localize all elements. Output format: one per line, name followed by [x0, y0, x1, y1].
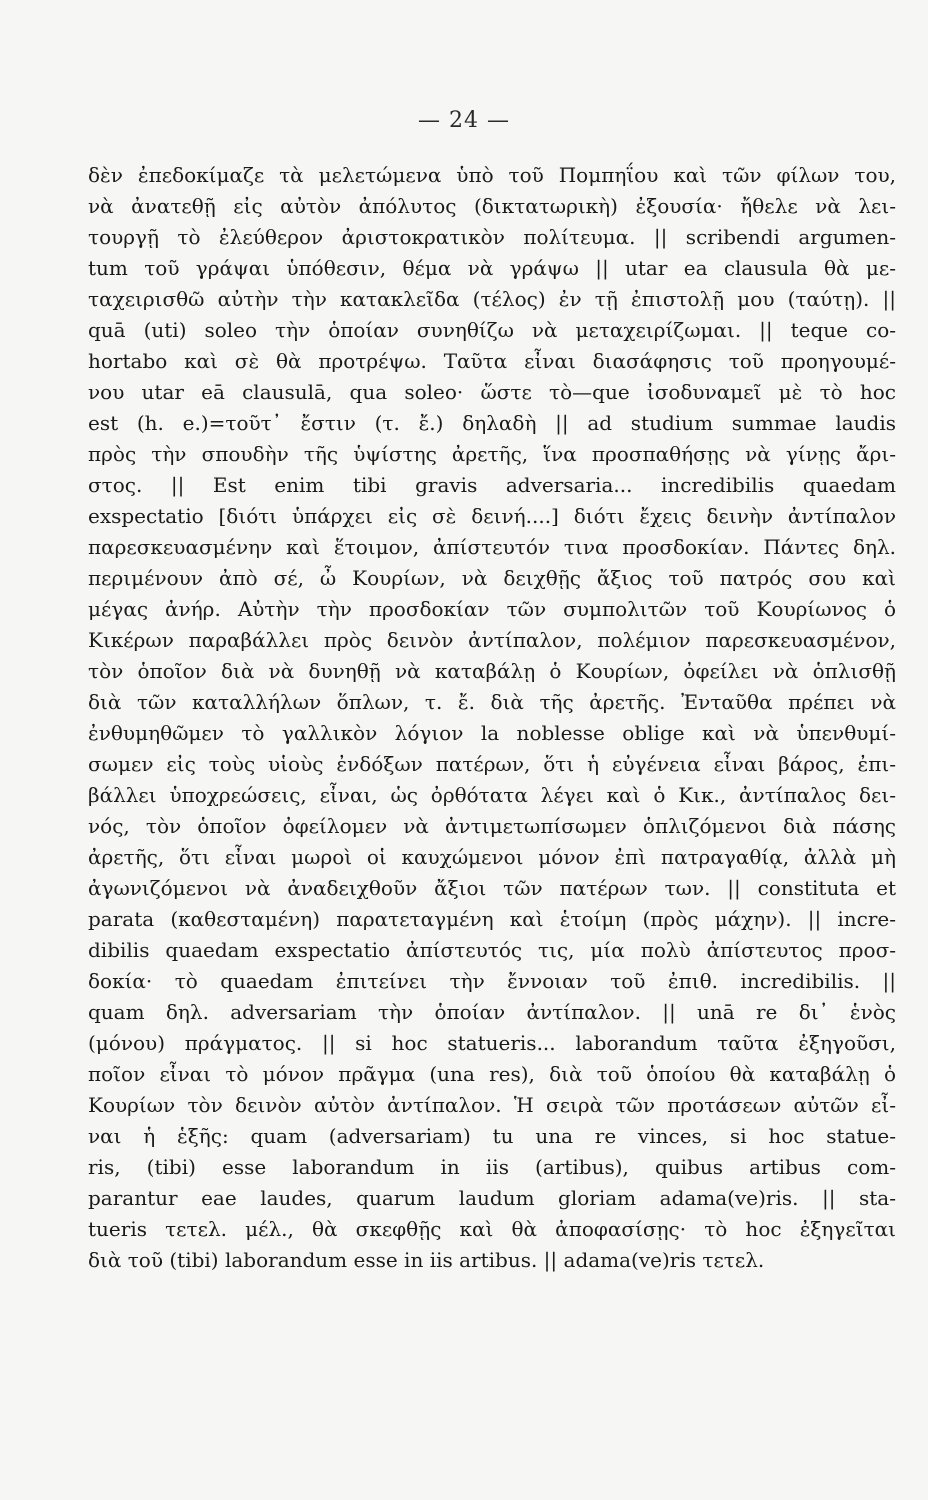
- text-line: δοκία· τὸ quaedam ἐπιτείνει τὴν ἔννοιαν τοῦ ἐπιθ. incredibilis. ||: [88, 969, 896, 993]
- text-line: ἀρετῆς, ὅτι εἶναι μωροὶ οἱ καυχώμενοι μόνον ἐπὶ πατραγαθίᾳ, ἀλλὰ μὴ: [88, 845, 896, 869]
- page-number: — 24 —: [418, 108, 510, 133]
- text-line: quā (uti) soleo τὴν ὁποίαν συνηθίζω νὰ μεταχειρίζωμαι. || teque co-: [88, 318, 896, 342]
- text-line: τὸν ὁποῖον διὰ νὰ δυνηθῇ νὰ καταβάλῃ ὁ Κουρίων, ὀφείλει νὰ ὁπλισθῇ: [88, 659, 896, 683]
- body-text: [88, 160, 896, 1276]
- text-line: quam δηλ. adversariam τὴν ὁποίαν ἀντίπαλον. || unā re δι᾽ ἑνὸς: [88, 1000, 896, 1024]
- text-line: dibilis quaedam exspectatio ἀπίστευτός τις, μία πολὺ ἀπίστευτος προσ-: [88, 938, 896, 962]
- text-line: νὰ ἀνατεθῇ εἰς αὐτὸν ἀπόλυτος (δικτατωρικὴ) ἐξουσία· ἤθελε νὰ λει-: [88, 194, 896, 218]
- text-line: hortabo καὶ σὲ θὰ προτρέψω. Ταῦτα εἶναι διασάφησις τοῦ προηγουμέ-: [88, 349, 896, 373]
- text-line: πρὸς τὴν σπουδὴν τῆς ὑψίστης ἀρετῆς, ἵνα προσπαθήσῃς νὰ γίνῃς ἄρι-: [88, 442, 896, 466]
- text-line: σωμεν εἰς τοὺς υἱοὺς ἐνδόξων πατέρων, ὅτι ἡ εὐγένεια εἶναι βάρος, ἐπι-: [88, 752, 896, 776]
- text-line: est (h. e.)=τοῦτ᾽ ἔστιν (τ. ἔ.) δηλαδὴ || ad studium summae laudis: [88, 411, 896, 435]
- text-line: τουργῇ τὸ ἐλεύθερον ἀριστοκρατικὸν πολίτευμα. || scribendi argumen-: [88, 225, 896, 249]
- text-line: ναι ἡ ἑξῆς: quam (adversariam) tu una re vinces, si hoc statue-: [88, 1124, 896, 1148]
- text-line: διὰ τοῦ (tibi) laborandum esse in iis artibus. || adama(ve)ris τετελ.: [88, 1248, 765, 1272]
- text-line: ἀγωνιζόμενοι νὰ ἀναδειχθοῦν ἄξιοι τῶν πατέρων των. || constituta et: [88, 876, 896, 900]
- text-line: μέγας ἀνήρ. Αὐτὴν τὴν προσδοκίαν τῶν συμπολιτῶν τοῦ Κουρίωνος ὁ: [88, 597, 896, 621]
- text-line: διὰ τῶν καταλλήλων ὅπλων, τ. ἔ. διὰ τῆς ἀρετῆς. Ἐνταῦθα πρέπει νὰ: [88, 690, 896, 714]
- text-line: ἐνθυμηθῶμεν τὸ γαλλικὸν λόγιον la noblesse oblige καὶ νὰ ὑπενθυμί-: [88, 721, 896, 745]
- text-line: βάλλει ὑποχρεώσεις, εἶναι, ὡς ὀρθότατα λέγει καὶ ὁ Κικ., ἀντίπαλος δει-: [88, 783, 896, 807]
- text-line: δὲν ἐπεδοκίμαζε τὰ μελετώμενα ὑπὸ τοῦ Πομπηΐου καὶ τῶν φίλων του,: [88, 163, 896, 187]
- text-line: παρεσκευασμένην καὶ ἕτοιμον, ἀπίστευτόν τινα προσδοκίαν. Πάντες δηλ.: [88, 535, 896, 559]
- text-line: στος. || Est enim tibi gravis adversaria... incredibilis quaedam: [88, 473, 896, 497]
- text-line: tueris τετελ. μέλ., θὰ σκεφθῇς καὶ θὰ ἀποφασίσῃς· τὸ hoc ἐξηγεῖται: [88, 1217, 896, 1241]
- text-line: ταχειρισθῶ αὐτὴν τὴν κατακλεῖδα (τέλος) ἐν τῇ ἐπιστολῇ μου (ταύτῃ). ||: [88, 287, 896, 311]
- text-line: tum τοῦ γράψαι ὑπόθεσιν, θέμα νὰ γράψω || utar ea clausula θὰ με-: [88, 256, 896, 280]
- text-line: ποῖον εἶναι τὸ μόνον πρᾶγμα (una res), διὰ τοῦ ὁποίου θὰ καταβάλῃ ὁ: [88, 1062, 896, 1086]
- text-line: Κουρίων τὸν δεινὸν αὐτὸν ἀντίπαλον. Ἡ σειρὰ τῶν προτάσεων αὐτῶν εἶ-: [88, 1093, 896, 1117]
- text-line: Κικέρων παραβάλλει πρὸς δεινὸν ἀντίπαλον, πολέμιον παρεσκευασμένον,: [88, 628, 896, 652]
- text-line: νός, τὸν ὁποῖον ὀφείλομεν νὰ ἀντιμετωπίσωμεν ὁπλιζόμενοι διὰ πάσης: [88, 814, 896, 838]
- text-line: περιμένουν ἀπὸ σέ, ὦ Κουρίων, νὰ δειχθῇς ἄξιος τοῦ πατρός σου καὶ: [88, 566, 896, 590]
- text-line: parantur eae laudes, quarum laudum gloriam adama(ve)ris. || sta-: [88, 1186, 896, 1210]
- text-line: ris, (tibi) esse laborandum in iis (artibus), quibus artibus com-: [88, 1155, 896, 1179]
- text-line: νου utar eā clausulā, qua soleo· ὥστε τὸ—que ἰσοδυναμεῖ μὲ τὸ hoc: [88, 380, 896, 404]
- text-line: exspectatio [διότι ὑπάρχει εἰς σὲ δεινή....] διότι ἔχεις δεινὴν ἀντίπαλον: [88, 504, 896, 528]
- text-line: (μόνου) πράγματος. || si hoc statueris... laborandum ταῦτα ἐξηγοῦσι,: [88, 1031, 896, 1055]
- text-line: parata (καθεσταμένη) παρατεταγμένη καὶ ἑτοίμη (πρὸς μάχην). || incre-: [88, 907, 896, 931]
